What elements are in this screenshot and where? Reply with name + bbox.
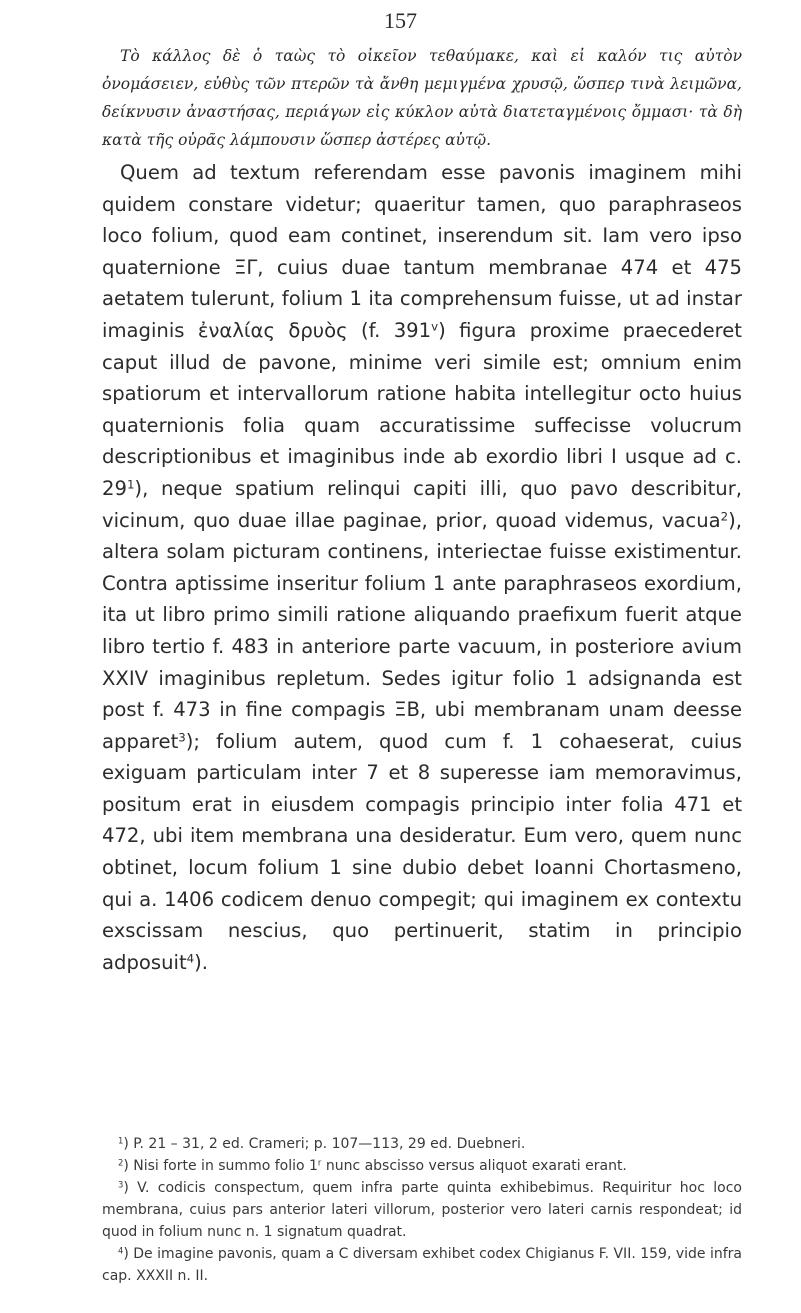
footnote xyxy=(102,1177,742,1243)
footnote xyxy=(102,1133,742,1155)
footnote xyxy=(102,1155,742,1177)
footnote-marker-4[interactable]: 4 xyxy=(186,951,195,966)
footnote xyxy=(102,1243,742,1287)
body-paragraph xyxy=(102,157,742,978)
body-text-segment: ); folium autem, quod cum f. 1 cohaeserat, cuius exiguam particulam inter 7 et 8 superesse iam memoravimus, positum erat in eiusdem compagis principio inter folia 471 et 472, ubi item membrana una desideratur. Eum vero, quem nunc obtinet, locum folium 1 sine dubio debet Ioanni Chortasmeno, qui a. 1406 codicem denuo compegit; qui imaginem ex contextu exscissam nescius, quo pertinuerit, statim in principio adposuit xyxy=(102,729,742,974)
footnote-text: ) V. codicis conspectum, quem infra parte quinta exhibebimus. Requiritur hoc loco membrana, cuius pars anterior lateri villorum, posterior vero lateri carnis respondeat; id quod in folium nunc n. 1 signatum quadrat. xyxy=(102,1180,742,1240)
body-text-segment: ) figura proxime praecederet caput illud de pavone, minime veri simile est; omnium enim spatiorum et intervallorum ratione habita intellegitur octo huius quaternionis folia quam accuratissime suffecisse volucrum descriptionibus et imaginibus inde ab exordio libri I usque ad c. 29 xyxy=(102,318,742,500)
footnote-text: ) Nisi forte in summo folio 1 xyxy=(123,1158,318,1174)
footnote-marker-2[interactable]: 2 xyxy=(720,509,729,524)
footnote-text: nunc abscisso versus aliquot exarati erant. xyxy=(321,1158,627,1174)
footnotes-section xyxy=(102,1133,742,1287)
footnote-number: 4 xyxy=(118,1245,124,1256)
footnote-marker-1[interactable]: 1 xyxy=(126,477,135,492)
superscript: v xyxy=(431,319,439,334)
footnote-number: 3 xyxy=(118,1179,124,1190)
page-number: 157 xyxy=(384,8,417,33)
superscript: r xyxy=(317,1157,322,1168)
footnote-text: ) De imagine pavonis, quam a C diversam exhibet codex Chigianus F. VII. 159, vide infra cap. XXXII n. II. xyxy=(102,1246,742,1284)
body-text-segment: ), altera solam picturam continens, interiectae fuisse existimentur. Contra aptissime inseritur folium 1 ante paraphraseos exordium, ita ut libro primo simili ratione aliquando praefixum fuerit atque libro tertio f. 483 in anteriore parte vacuum, in posteriore avium XXIV imaginibus repletum. Sedes igitur folio 1 adsignanda est post f. 473 in fine compagis ΞΒ, ubi membranam unam deesse apparet xyxy=(102,508,742,753)
footnote-text: ) P. 21 – 31, 2 ed. Crameri; p. 107—113, 29 ed. Duebneri. xyxy=(123,1136,526,1152)
body-text-segment: Quem ad textum referendam esse pavonis imaginem mihi quidem constare videtur; quaeritur tamen, quo paraphraseos loco folium, quod eam continet, inserendum sit. Iam vero ipso quaternione ΞΓ, cuius duae tantum membranae 474 et 475 aetatem tulerunt, folium 1 ita comprehensum fuisse, ut ad instar imaginis ἐναλίας δρυὸς (f. 391 xyxy=(102,161,742,342)
body-text-segment: ), neque spatium relinqui capiti illi, quo pavo describitur, vicinum, quo duae illae paginae, prior, quoad videmus, vacua xyxy=(102,476,742,532)
greek-quotation: Τὸ κάλλος δὲ ὁ ταὼς τὸ οἰκεῖον τεθαύμακε, καὶ εἰ καλόν τις αὐτὸν ὀνομάσειεν, εὐθὺς τῶν πτερῶν τὰ ἄνθη μεμιγμένα χρυσῷ, ὥσπερ τινὰ λειμῶνα, δείκνυσιν ἀναστήσας, περιάγων εἰς κύκλον αὐτὰ διατεταγμένοις ὄμμασι· τὰ δὴ κατὰ τῆς οὐρᾶς λάμπουσιν ὥσπερ ἀστέρες αὐτῷ. xyxy=(102,47,742,149)
footnote-number: 1 xyxy=(118,1135,124,1146)
footnote-marker-3[interactable]: 3 xyxy=(178,730,186,745)
footnote-number: 2 xyxy=(118,1157,124,1168)
body-text-segment: ). xyxy=(194,950,208,974)
